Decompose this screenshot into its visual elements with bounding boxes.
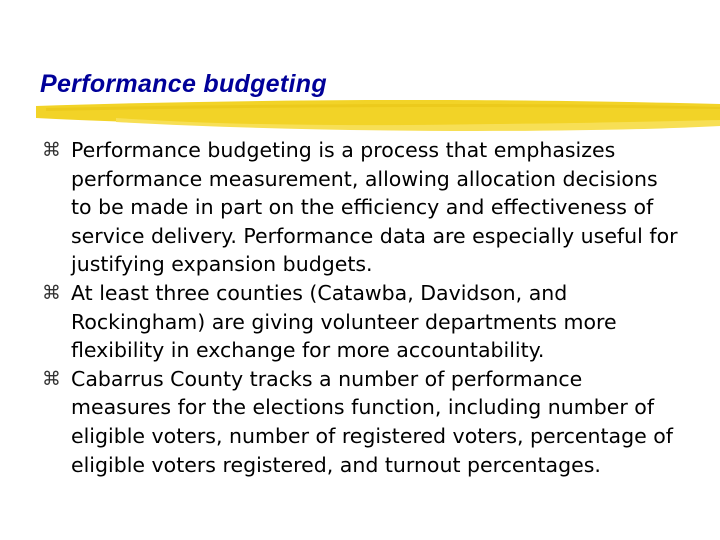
bullet-glyph-icon: ⌘ (42, 367, 61, 390)
list-item (42, 279, 682, 365)
bullet-list (42, 136, 682, 479)
bullet-text: Cabarrus County tracks a number of performance measures for the elections function, including number of eligible voters, number of registered voters, percentage of eligible voters registered, and turnout percentages. (71, 366, 674, 477)
bullet-glyph-icon: ⌘ (42, 139, 61, 161)
title-underline-brush-stroke (36, 96, 720, 136)
list-item (42, 365, 682, 479)
list-item (42, 136, 682, 279)
bullet-text: At least three counties (Catawba, Davidson, and Rockingham) are giving volunteer departments more flexibility in exchange for more accountability. (71, 280, 617, 363)
bullet-glyph-icon: ⌘ (42, 281, 61, 304)
slide-title: Performance budgeting (40, 70, 327, 98)
bullet-text: Performance budgeting is a process that emphasizes performance measurement, allowing allocation decisions to be made in part on the efficiency and effectiveness of service delivery. Performance data are especially useful for justifying expansion budgets. (71, 138, 678, 277)
